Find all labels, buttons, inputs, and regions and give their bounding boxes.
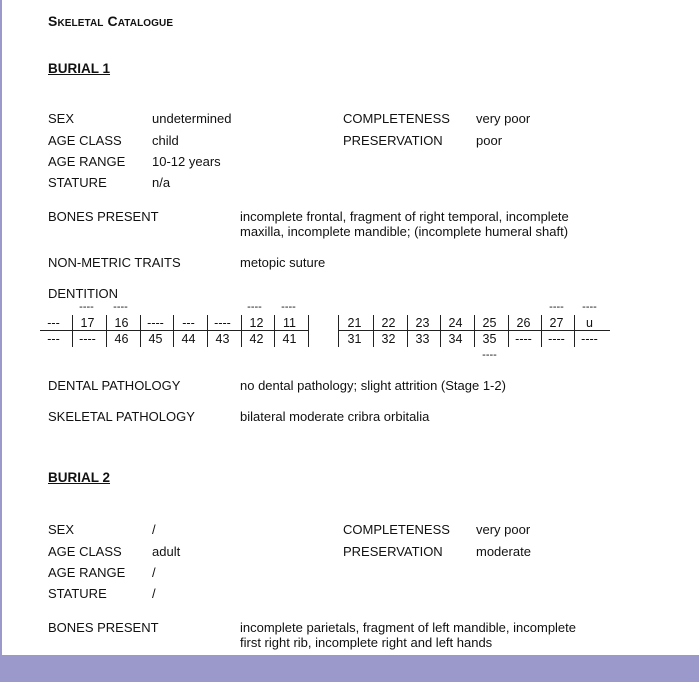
tooth-upper-left-4: 24 [448, 316, 463, 330]
burial-1-sex: undetermined [152, 111, 232, 126]
burial-1-non-metric: metopic suture [240, 255, 326, 270]
preservation-label: PRESERVATION [343, 544, 443, 559]
dentition-hline-right [40, 330, 309, 331]
dentition-vline-midline [338, 315, 339, 347]
tooth-upper-left-6: 26 [516, 316, 531, 330]
dentition-vline [140, 315, 141, 347]
window-bottom-band [0, 655, 699, 682]
tooth-lower-right-1: --- [47, 332, 60, 346]
tooth-upper-right-5: --- [182, 316, 195, 330]
dentition-vline [207, 315, 208, 347]
burial-1-stature: n/a [152, 175, 171, 190]
dentition-vline-midline [308, 315, 309, 347]
dentition-vline [241, 315, 242, 347]
sex-label: SEX [48, 111, 75, 126]
bones-present-label: BONES PRESENT [48, 209, 159, 224]
tooth-upper-left-3: 23 [415, 316, 430, 330]
tooth-upper-left-8: u [586, 316, 593, 330]
age-class-label: AGE CLASS [48, 544, 122, 559]
tooth-upper-right-2: 17 [80, 316, 95, 330]
dentition-vline [373, 315, 374, 347]
burial-2-bones-line-1: incomplete parietals, fragment of left mandible, incomplete [240, 620, 577, 635]
document-title: Skeletal Catalogue [48, 13, 174, 29]
non-metric-label: NON-METRIC TRAITS [48, 255, 181, 270]
tooth-upper-right-8: 11 [283, 316, 296, 330]
absent-mark-17: ---- [79, 301, 94, 313]
tooth-upper-left-5: 25 [482, 316, 497, 330]
sex-label: SEX [48, 522, 75, 537]
burial-2-bones-line-2: first right rib, incomplete right and left hands [240, 635, 493, 650]
burial-1-age-range: 10-12 years [152, 154, 221, 169]
bones-present-label: BONES PRESENT [48, 620, 159, 635]
absent-mark-27: ---- [549, 301, 564, 313]
tooth-upper-right-1: --- [47, 316, 60, 330]
dentition-vline [474, 315, 475, 347]
dentition-vline [274, 315, 275, 347]
tooth-upper-right-4: ---- [147, 316, 164, 330]
absent-mark-u: ---- [582, 301, 597, 313]
tooth-lower-left-7: ---- [548, 332, 565, 346]
tooth-lower-right-3: 46 [114, 332, 129, 346]
tooth-lower-right-6: 43 [215, 332, 230, 346]
burial-2-sex: / [152, 522, 156, 537]
burial-1-heading: BURIAL 1 [48, 61, 111, 76]
absent-mark-11: ---- [281, 301, 296, 313]
age-range-label: AGE RANGE [48, 154, 126, 169]
dentition-vline [407, 315, 408, 347]
dentition-chart [2, 0, 699, 370]
tooth-upper-right-3: 16 [114, 316, 129, 330]
age-class-label: AGE CLASS [48, 133, 122, 148]
tooth-upper-left-7: 27 [549, 316, 564, 330]
burial-1-age-class: child [152, 133, 179, 148]
stature-label: STATURE [48, 586, 107, 601]
dentition-vline [440, 315, 441, 347]
tooth-lower-left-2: 32 [381, 332, 396, 346]
completeness-label: COMPLETENESS [343, 522, 450, 537]
skeletal-pathology-label: SKELETAL PATHOLOGY [48, 409, 195, 424]
absent-mark-16: ---- [113, 301, 128, 313]
tooth-upper-left-2: 22 [381, 316, 396, 330]
burial-1-preservation: poor [476, 133, 503, 148]
burial-1-bones-line-2: maxilla, incomplete mandible; (incomplete humeral shaft) [240, 224, 569, 239]
tooth-lower-right-8: 41 [282, 332, 297, 346]
dentition-vline [173, 315, 174, 347]
tooth-lower-right-2: ---- [79, 332, 96, 346]
burial-1-dental-pathology: no dental pathology; slight attrition (Stage 1-2) [240, 378, 506, 393]
tooth-lower-left-4: 34 [448, 332, 463, 346]
dental-pathology-label: DENTAL PATHOLOGY [48, 378, 181, 393]
dentition-label: DENTITION [48, 286, 119, 301]
preservation-label: PRESERVATION [343, 133, 443, 148]
burial-2-age-range: / [152, 565, 156, 580]
tooth-lower-left-3: 33 [415, 332, 430, 346]
burial-1-skeletal-pathology: bilateral moderate cribra orbitalia [240, 409, 430, 424]
tooth-upper-right-6: ---- [214, 316, 231, 330]
tooth-lower-left-6: ---- [515, 332, 532, 346]
tooth-lower-right-4: 45 [148, 332, 163, 346]
tooth-lower-right-7: 42 [249, 332, 264, 346]
dentition-vline [106, 315, 107, 347]
absent-mark-12: ---- [247, 301, 262, 313]
burial-1-bones-line-1: incomplete frontal, fragment of right temporal, incomplete [240, 209, 569, 224]
burial-2-preservation: moderate [476, 544, 531, 559]
tooth-upper-right-7: 12 [249, 316, 264, 330]
dentition-vline [72, 315, 73, 347]
burial-2-age-class: adult [152, 544, 181, 559]
burial-1-completeness: very poor [476, 111, 531, 126]
dentition-vline [541, 315, 542, 347]
tooth-lower-left-5: 35 [482, 332, 497, 346]
tooth-lower-right-5: 44 [181, 332, 196, 346]
tooth-upper-left-1: 21 [347, 316, 362, 330]
completeness-label: COMPLETENESS [343, 111, 450, 126]
dentition-vline [508, 315, 509, 347]
burial-2-stature: / [152, 586, 156, 601]
age-range-label: AGE RANGE [48, 565, 126, 580]
absent-mark-below-35: ---- [482, 349, 497, 361]
tooth-lower-left-1: 31 [347, 332, 362, 346]
document-page [2, 0, 699, 655]
stature-label: STATURE [48, 175, 107, 190]
burial-2-completeness: very poor [476, 522, 531, 537]
tooth-lower-left-8: ---- [581, 332, 598, 346]
burial-2-heading: BURIAL 2 [48, 470, 111, 485]
dentition-vline [574, 315, 575, 347]
